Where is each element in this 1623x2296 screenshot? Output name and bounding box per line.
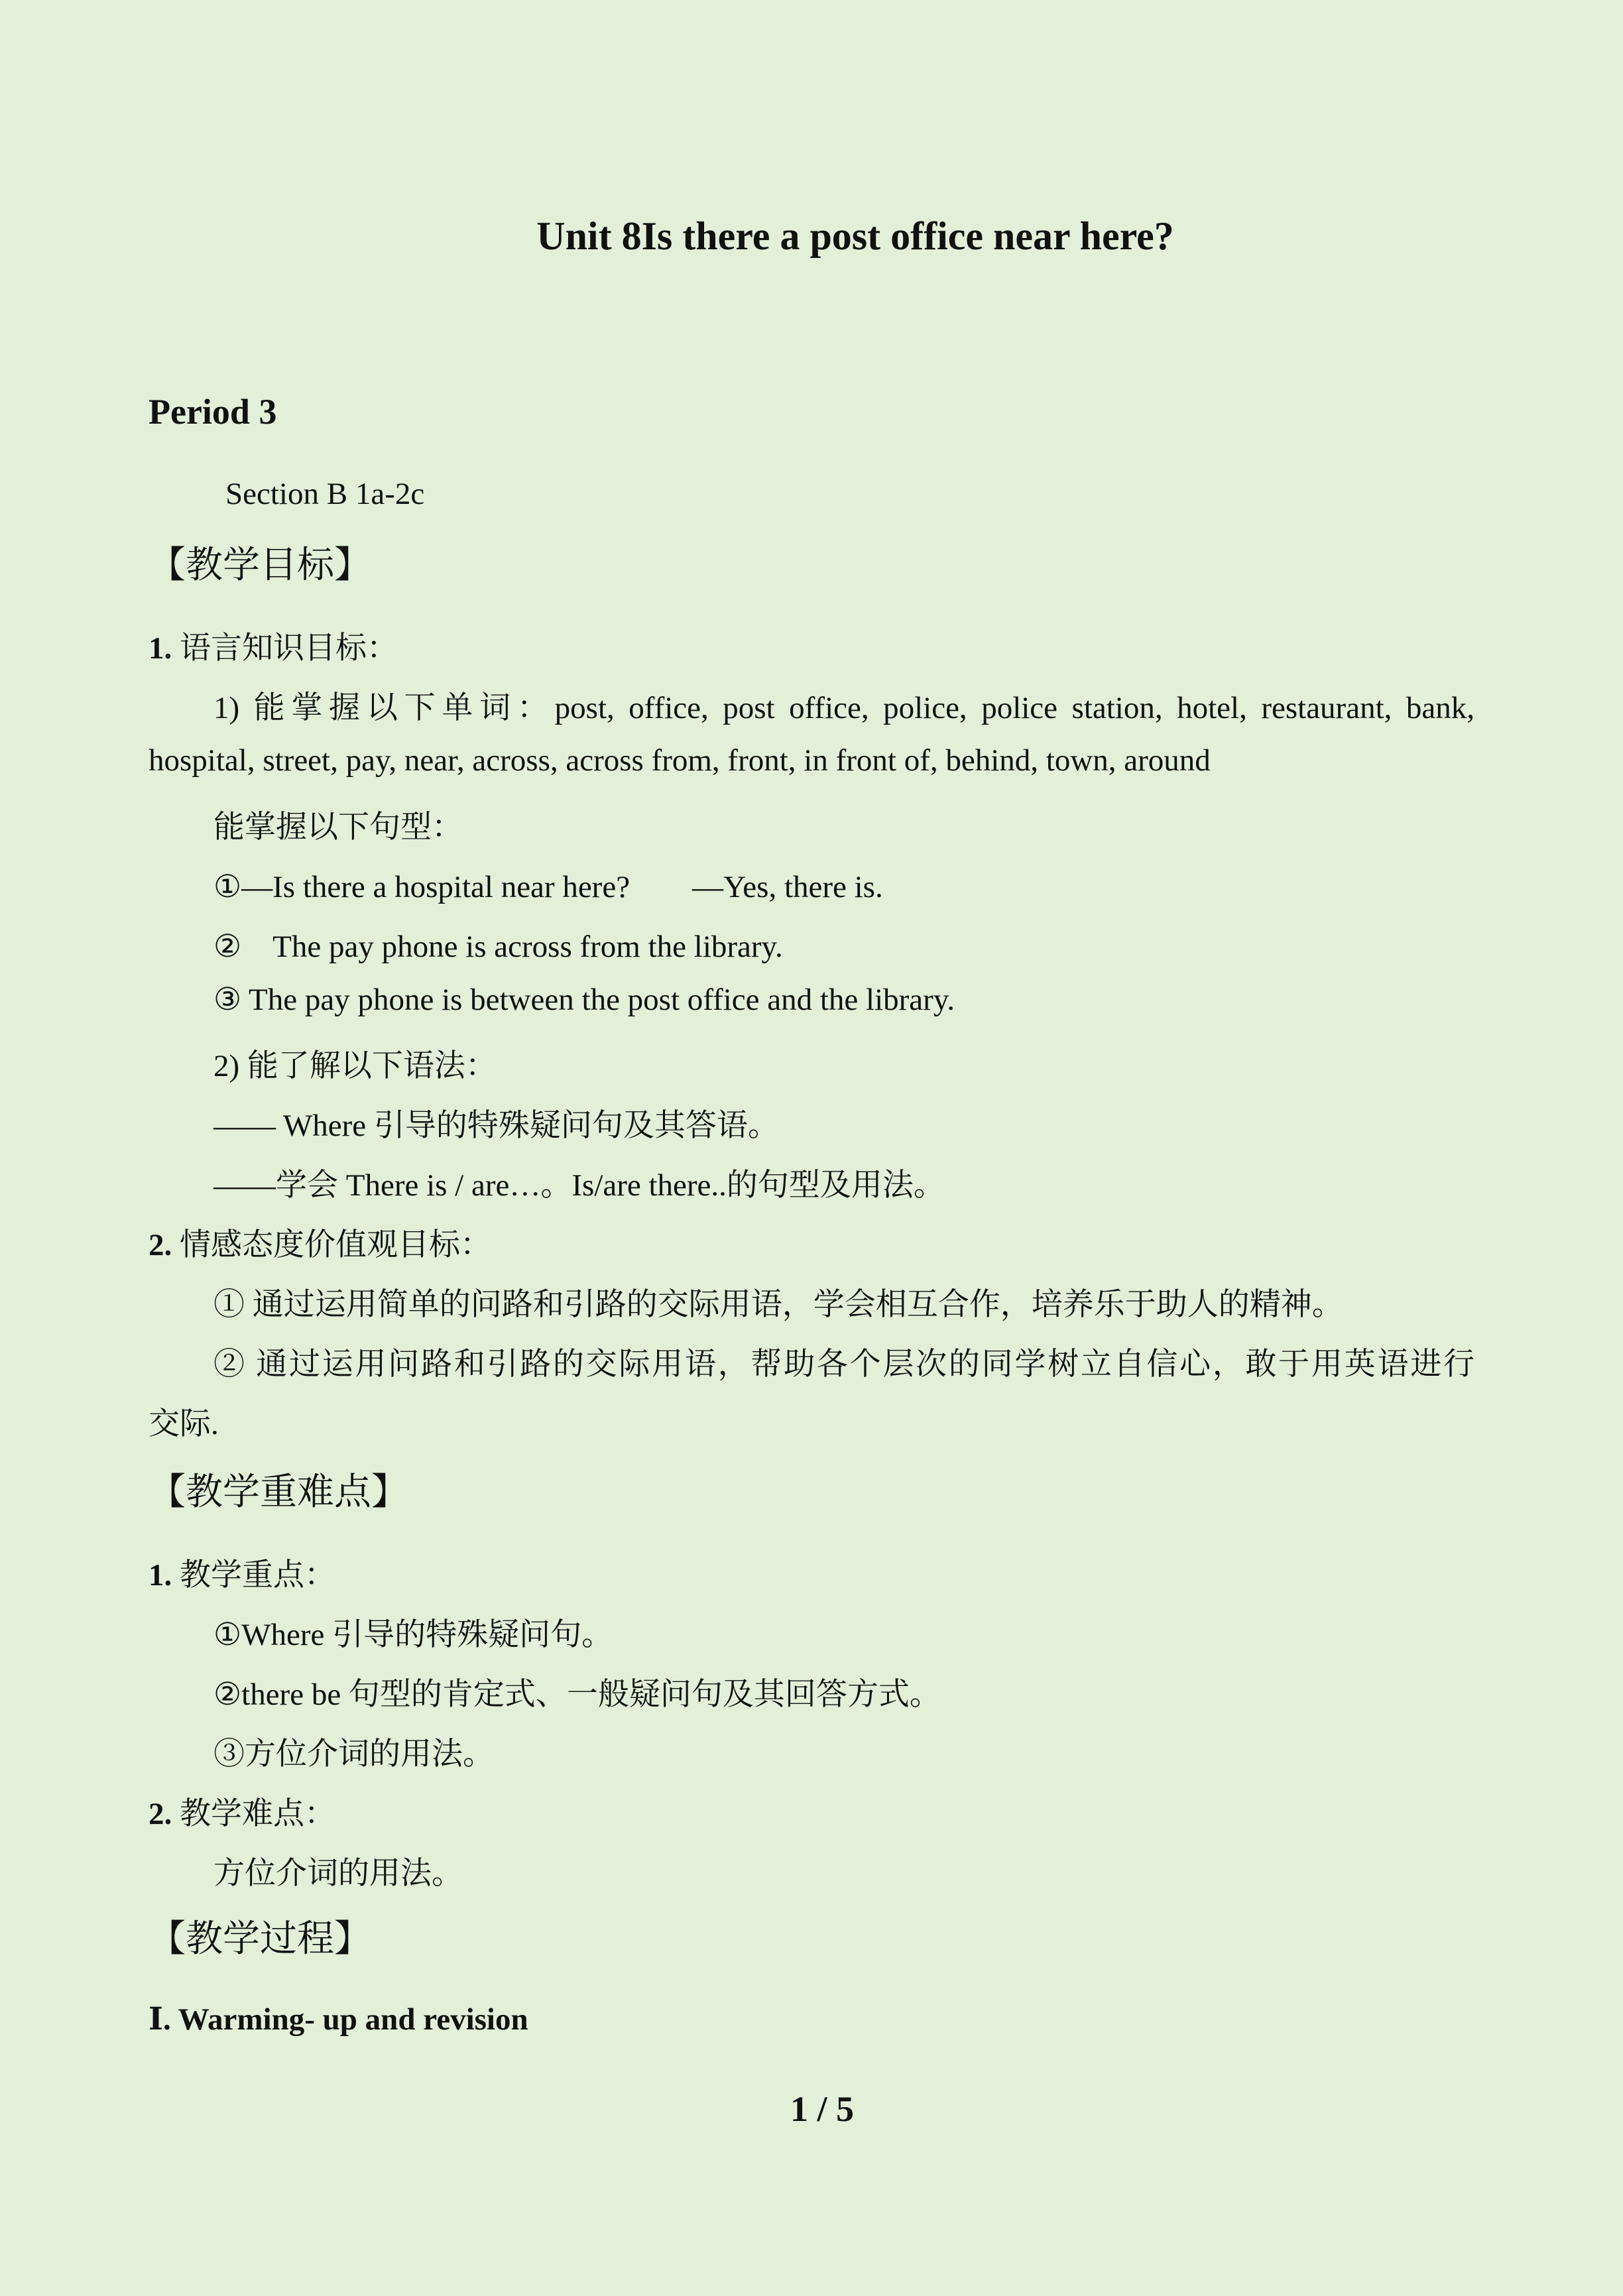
keypoint-1-line-2: ②there be 句型的肯定式、一般疑问句及其回答方式。 [213,1677,941,1712]
period-heading: Period 3 [149,392,277,432]
process-heading: 【教学过程】 [149,1919,371,1960]
vocab-line-2: hospital, street, pay, near, across, across from, front, in front of, behind, town, around [149,743,1211,778]
keypoint-2-label: 教学难点： [180,1797,335,1831]
affective-line-3: 交际. [149,1407,219,1441]
objective-2-label: 情感态度价值观目标： [180,1228,491,1262]
grammar-2: ——学会 There is / are…。Is/are there..的句型及用法。 [213,1168,945,1203]
document-title: Unit 8Is there a post office near here? [536,214,1174,258]
objectives-heading: 【教学目标】 [149,545,371,586]
pattern-2: ② The pay phone is across from the library. [213,930,783,964]
keypoints-heading: 【教学重难点】 [149,1472,408,1513]
pattern-1: ①—Is there a hospital near here? —Yes, there is. [213,870,883,904]
keypoint-1-number: 1. [149,1558,172,1593]
keypoint-1-title [149,1550,335,1595]
keypoint-1-line-3: ③方位介词的用法。 [213,1737,494,1772]
keypoint-2-line-1: 方位介词的用法。 [213,1856,463,1891]
page-number: 1 / 5 [790,2089,854,2129]
section-label: Section B 1a-2c [225,477,425,511]
vocab-line-1: 1) 能掌握以下单词：post, office, post office, police, police station, hotel, restaurant, bank, [213,691,1474,725]
keypoint-1-line-1: ①Where 引导的特殊疑问句。 [213,1618,613,1652]
process-step-1: Ⅰ. Warming- up and revision [149,2002,528,2037]
affective-line-2: ② 通过运用问路和引路的交际用语，帮助各个层次的同学树立自信心，敢于用英语进行 [213,1347,1474,1382]
objective-1-number: 1. [149,631,172,666]
keypoint-1-label: 教学重点： [180,1558,335,1593]
affective-line-1: ① 通过运用简单的问路和引路的交际用语，学会相互合作，培养乐于助人的精神。 [213,1288,1343,1322]
objective-1-label: 语言知识目标： [180,631,398,666]
grammar-1: —— Where 引导的特殊疑问句及其答语。 [213,1109,779,1143]
keypoint-2-title [149,1789,335,1833]
objective-2-number: 2. [149,1228,172,1262]
objective-1-title [149,623,398,668]
objective-2-title [149,1220,491,1264]
pattern-3: ③ The pay phone is between the post office and the library. [213,983,955,1017]
keypoint-2-number: 2. [149,1797,172,1831]
grammar-label: 2) 能了解以下语法： [213,1049,497,1083]
patterns-label: 能掌握以下句型： [213,810,463,845]
